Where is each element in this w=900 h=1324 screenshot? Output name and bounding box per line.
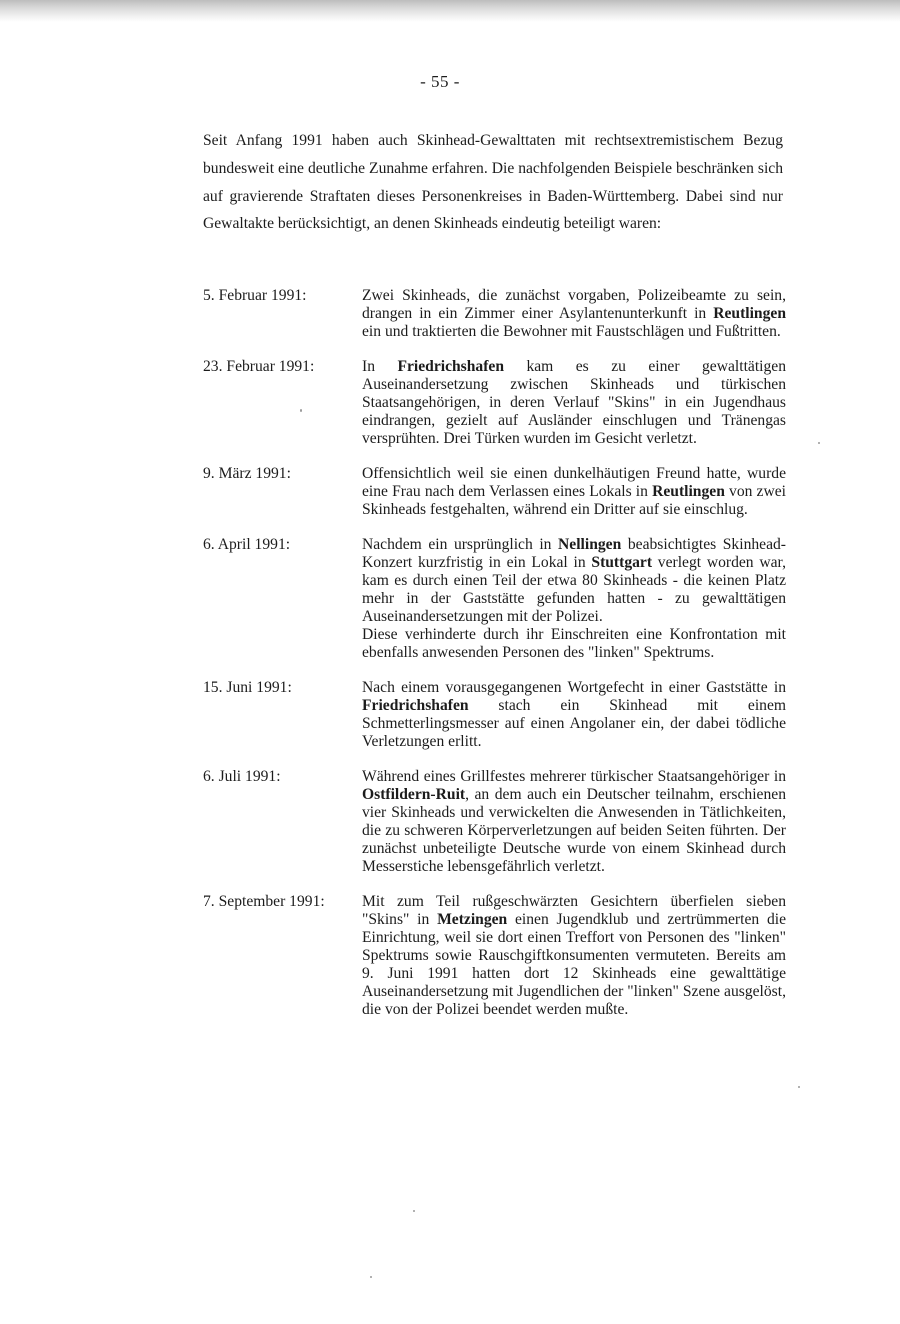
place-name: Reutlingen [713, 305, 786, 322]
incident-description [362, 768, 786, 876]
incident-entry [203, 893, 793, 1019]
description-text: Offensichtlich weil sie einen dunkelhäutigen Freund hatte, wurde eine Frau nach dem Verlassen eines Lokals in [362, 465, 786, 500]
description-text: ein und traktierten die Bewohner mit Faustschlägen und Fußtritten. [362, 323, 781, 340]
place-name: Nellingen [558, 536, 622, 553]
incident-date: 5. Februar 1991: [203, 287, 307, 304]
incident-entry [203, 536, 793, 662]
incident-description [362, 358, 786, 448]
incident-date: 7. September 1991: [203, 893, 325, 910]
scan-speck [818, 442, 820, 444]
place-name: Reutlingen [652, 483, 725, 500]
incident-description [362, 465, 786, 519]
incident-date: 6. Juli 1991: [203, 768, 281, 785]
scan-speck [413, 1210, 415, 1212]
place-name: Ostfildern-Ruit [362, 786, 466, 803]
description-text: Nachdem ein ursprünglich in [362, 536, 559, 553]
description-text: Während eines Grillfestes mehrerer türkischer Staatsangehöriger in [362, 768, 786, 785]
incident-date: 23. Februar 1991: [203, 358, 315, 375]
description-text: , an dem auch ein Deutscher teilnahm, erschienen vier Skinheads und verwickelten die Anwesenden in Tätlichkeiten, die zu schweren Körperverletzungen auf beiden Seiten führten. Der zunächst unbeteiligte Deutsche wurde von einem Skinhead durch Messerstiche lebensgefährlich verletzt. [362, 786, 786, 875]
description-text: einen Jugendklub und zertrümmerten die Einrichtung, weil sie dort einen Treffort von Personen des "linken" Spektrums sowie Rauschgiftkonsumenten vermuteten. Bereits am 9. Juni 1991 hatten dort 12 Skinheads eine gewalttätige Auseinandersetzung mit Jugendlichen der "linken" Szene ausgelöst, die von der Polizei beendet werden mußte. [362, 911, 786, 1018]
incident-date: 15. Juni 1991: [203, 679, 292, 696]
incident-date: 6. April 1991: [203, 536, 291, 553]
description-text: verlegt worden war, kam es durch einen Teil der etwa 80 Skinheads - die keinen Platz mehr in der Gaststätte gefunden hatten - zu gewalttätigen Auseinandersetzungen mit der Polizei. [362, 554, 786, 625]
place-name: Friedrichshafen [362, 697, 469, 714]
scan-speck [370, 1276, 372, 1278]
description-text: beabsichtigtes Skinhead-Konzert kurzfristig in ein Lokal in [362, 536, 786, 571]
incident-date: 9. März 1991: [203, 465, 291, 482]
scan-speck [300, 409, 302, 412]
place-name: Metzingen [437, 911, 508, 928]
description-text: Nach einem vorausgegangenen Wortgefecht in einer Gaststätte in [362, 679, 786, 696]
incident-entry [203, 287, 793, 341]
incident-entry [203, 679, 793, 751]
place-name: Stuttgart [591, 554, 653, 571]
incident-list [203, 287, 793, 1019]
page-number: - 55 - [420, 72, 460, 91]
intro-paragraph: Seit Anfang 1991 haben auch Skinhead-Gewalttaten mit rechtsextremistischem Bezug bundesweit eine deutliche Zunahme erfahren. Die nachfolgenden Beispiele beschränken sich auf gravierende Straftaten dieses Personenkreises in Baden-Württemberg. Dabei sind nur Gewaltakte berücksichtigt, an denen Skinheads eindeutig beteiligt waren: [203, 132, 783, 233]
description-text: Diese verhinderte durch ihr Einschreiten eine Konfrontation mit ebenfalls anwesenden Personen des "linken" Spektrums. [362, 626, 786, 661]
incident-description [362, 287, 786, 341]
scan-edge-shadow [0, 0, 900, 22]
description-text: Mit zum Teil rußgeschwärzten Gesichtern überfielen sieben "Skins" in [362, 893, 786, 928]
place-name: Friedrichshafen [397, 358, 504, 375]
incident-description [362, 893, 786, 1019]
incident-entry [203, 358, 793, 448]
incident-description [362, 679, 786, 751]
scan-speck [798, 1086, 800, 1088]
description-text: stach ein Skinhead mit einem Schmetterlingsmesser auf einen Angolaner ein, der dabei tödliche Verletzungen erlitt. [362, 697, 786, 750]
incident-entry [203, 465, 793, 519]
description-text: In [362, 358, 398, 375]
description-text: von zwei Skinheads festgehalten, während ein Dritter auf sie einschlug. [362, 483, 786, 518]
incident-description [362, 536, 786, 662]
incident-entry [203, 768, 793, 876]
description-text: Zwei Skinheads, die zunächst vorgaben, Polizeibeamte zu sein, drangen in ein Zimmer einer Asylantenunterkunft in [362, 287, 786, 322]
description-text: kam es zu einer gewalttätigen Auseinandersetzung zwischen Skinheads und türkischen Staatsangehörigen, in deren Verlauf "Skins" in ein Jugendhaus eindrangen, gezielt auf Ausländer einschlugen und Tränengas versprühten. Drei Türken wurden im Gesicht verletzt. [362, 358, 786, 447]
